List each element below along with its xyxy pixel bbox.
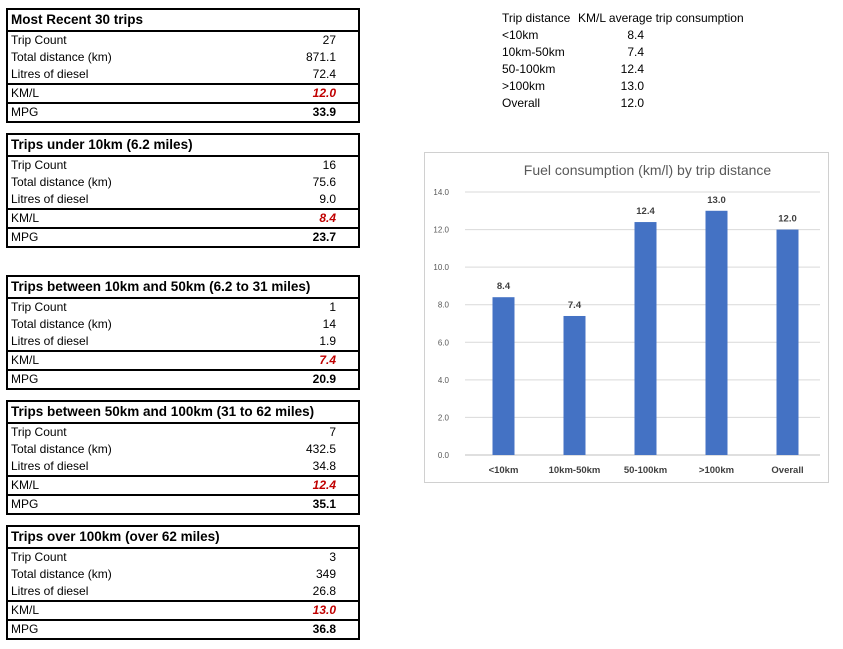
row-label: MPG [11,372,39,386]
bar [635,222,657,455]
y-tick-label: 12.0 [433,225,449,235]
trip-table-row [8,369,358,388]
row-label: Trip Count [11,550,67,564]
row-value: 27 [322,33,336,47]
summary-row-label: Overall [502,96,541,110]
y-tick-label: 0.0 [437,451,449,460]
row-label: Trip Count [11,158,67,172]
row-label: Total distance (km) [11,567,112,581]
bar [706,211,728,455]
trip-table-title: Trips over 100km (over 62 miles) [8,527,358,549]
trip-table-row [8,191,358,208]
summary-row-label: 10km-50km [502,45,565,59]
row-label: Trip Count [11,425,67,439]
row-label: Litres of diesel [11,334,89,348]
trip-table-row [8,49,358,66]
row-label: MPG [11,105,39,119]
trip-table-title: Most Recent 30 trips [8,10,358,32]
row-value: 72.4 [312,67,336,81]
trip-table-row [8,619,358,638]
y-tick-label: 6.0 [437,338,449,348]
summary-row [502,27,762,44]
x-tick-label: 10km-50km [548,465,601,476]
summary-row-value: 12.0 [620,96,644,110]
trip-table-row [8,227,358,246]
bar [777,230,799,455]
trip-table-row [8,350,358,369]
row-value: 8.4 [319,211,336,225]
trip-table-title: Trips under 10km (6.2 miles) [8,135,358,157]
row-value: 14 [322,317,336,331]
trip-table-row [8,566,358,583]
trip-table-row [8,549,358,566]
chart-svg [425,153,830,484]
row-value: 3 [329,550,336,564]
row-label: KM/L [11,211,40,225]
summary-header [502,10,762,27]
row-value: 432.5 [305,442,336,456]
y-tick-label: 8.0 [437,300,449,310]
trip-table-title: Trips between 50km and 100km (31 to 62 miles) [8,402,358,424]
row-value: 36.8 [312,622,336,636]
summary-row [502,95,762,112]
trip-table-row [8,102,358,121]
data-label: 7.4 [567,299,582,311]
row-value: 7.4 [319,353,336,367]
row-label: MPG [11,622,39,636]
row-value: 75.6 [312,175,336,189]
data-label: 12.4 [636,206,655,218]
trip-table-row [8,475,358,494]
row-value: 26.8 [312,584,336,598]
summary-table [502,10,762,112]
row-value: 1 [329,300,336,314]
trip-table-row [8,458,358,475]
y-tick-label: 4.0 [437,375,449,385]
summary-row [502,61,762,78]
row-value: 35.1 [312,497,336,511]
row-value: 349 [315,567,336,581]
row-label: Trip Count [11,33,67,47]
y-tick-label: 2.0 [437,413,449,423]
trip-table-row [8,83,358,102]
y-tick-label: 14.0 [433,188,449,197]
row-label: KM/L [11,478,40,492]
row-value: 20.9 [312,372,336,386]
x-tick-label: <10km [488,465,519,476]
trip-table-row [8,174,358,191]
trip-table-row [8,583,358,600]
summary-row-value: 8.4 [627,28,644,42]
data-label: 8.4 [496,281,511,293]
row-value: 9.0 [319,192,336,206]
bar [493,297,515,455]
row-label: Total distance (km) [11,175,112,189]
row-label: Litres of diesel [11,584,89,598]
chart-title: Fuel consumption (km/l) by trip distance [523,162,772,178]
row-value: 12.4 [312,478,336,492]
row-label: KM/L [11,603,40,617]
row-label: MPG [11,497,39,511]
y-tick-label: 10.0 [433,263,449,273]
summary-row [502,44,762,61]
row-label: Litres of diesel [11,459,89,473]
trip-table-row [8,424,358,441]
trip-table [6,275,360,390]
row-value: 34.8 [312,459,336,473]
x-tick-label: Overall [771,465,804,476]
summary-header-distance: Trip distance [502,11,571,25]
row-value: 12.0 [312,86,336,100]
trip-table-row [8,157,358,174]
fuel-consumption-chart [424,152,829,483]
trip-table-row [8,32,358,49]
summary-row-value: 7.4 [627,45,644,59]
summary-row-label: 50-100km [502,62,556,76]
row-value: 7 [329,425,336,439]
summary-row-value: 13.0 [620,79,644,93]
row-label: Litres of diesel [11,192,89,206]
row-label: Total distance (km) [11,442,112,456]
data-label: 13.0 [707,194,726,206]
bar [564,316,586,455]
trip-table-row [8,66,358,83]
row-label: MPG [11,230,39,244]
x-tick-label: 50-100km [623,465,668,476]
trip-table [6,525,360,640]
trip-table-row [8,333,358,350]
trip-table-row [8,441,358,458]
row-label: KM/L [11,86,40,100]
trip-table [6,8,360,123]
x-tick-label: >100km [698,465,735,476]
trip-table-row [8,299,358,316]
row-label: Litres of diesel [11,67,89,81]
row-value: 13.0 [312,603,336,617]
row-value: 1.9 [319,334,336,348]
row-label: Trip Count [11,300,67,314]
row-label: Total distance (km) [11,50,112,64]
row-value: 16 [322,158,336,172]
summary-row-label: <10km [502,28,539,42]
trip-table-row [8,208,358,227]
summary-header-kml: KM/L average trip consumption [578,11,744,25]
data-label: 12.0 [778,213,797,225]
summary-row-label: >100km [502,79,546,93]
row-value: 33.9 [312,105,336,119]
trip-table [6,133,360,248]
trip-table-row [8,316,358,333]
trip-table-row [8,494,358,513]
trip-table-row [8,600,358,619]
summary-row-value: 12.4 [620,62,644,76]
trip-table-title: Trips between 10km and 50km (6.2 to 31 miles) [8,277,358,299]
row-value: 871.1 [305,50,336,64]
row-label: Total distance (km) [11,317,112,331]
row-value: 23.7 [312,230,336,244]
trip-table [6,400,360,515]
row-label: KM/L [11,353,40,367]
summary-row [502,78,762,95]
